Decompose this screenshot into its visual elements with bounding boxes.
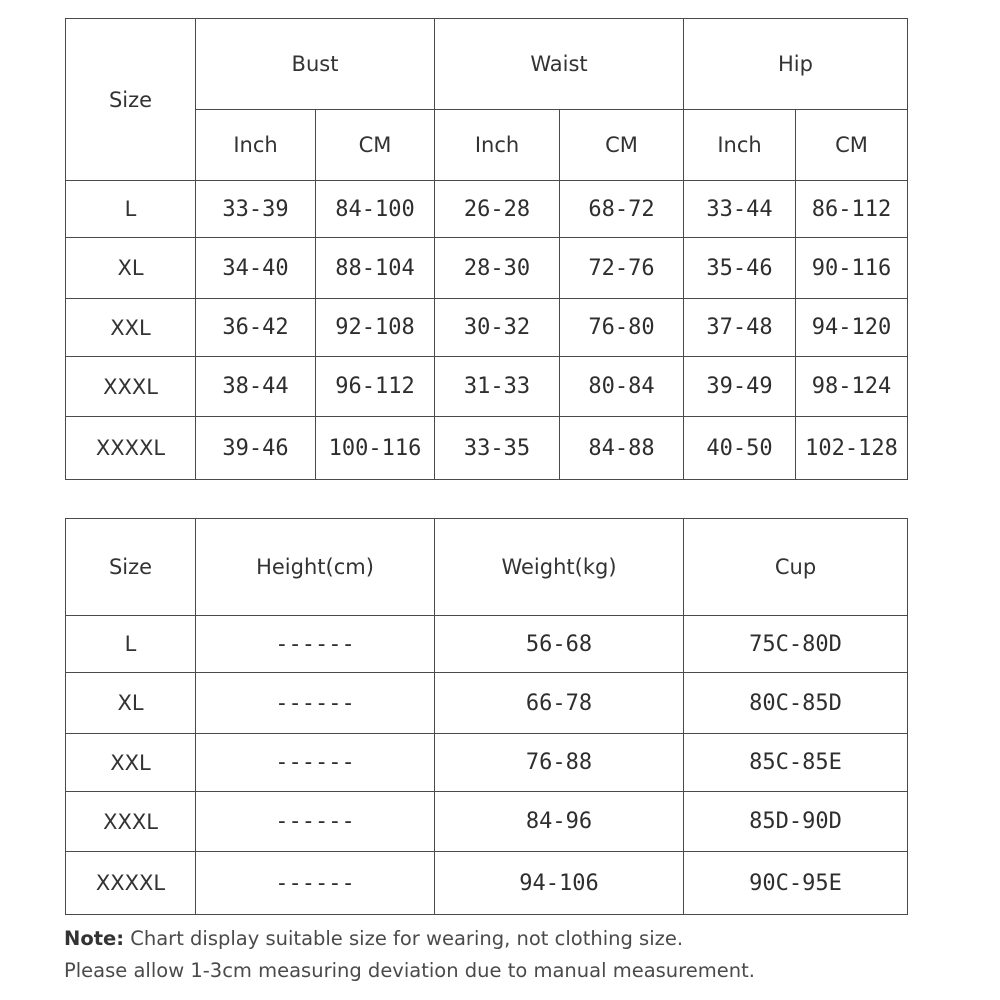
weight-value: 76-88 xyxy=(435,734,684,792)
waist-inch-header: Inch xyxy=(435,110,560,181)
bust-inch-value: 39-46 xyxy=(196,417,316,480)
size-label: XXXXL xyxy=(66,417,196,480)
waist-inch-value: 28-30 xyxy=(435,238,560,299)
size-label: XXXL xyxy=(66,792,196,852)
bust-cm-value: 92-108 xyxy=(316,299,435,357)
size-label: L xyxy=(66,181,196,238)
table-row xyxy=(66,616,908,673)
weight-value: 56-68 xyxy=(435,616,684,673)
table-row xyxy=(66,299,908,357)
waist-cm-value: 72-76 xyxy=(560,238,684,299)
waist-inch-value: 26-28 xyxy=(435,181,560,238)
note-line-1 xyxy=(64,927,683,950)
table-row xyxy=(66,357,908,417)
table-row xyxy=(66,417,908,480)
weight-value: 94-106 xyxy=(435,852,684,915)
height-value: ------ xyxy=(196,616,435,673)
size-header: Size xyxy=(66,19,196,181)
note-line-2: Please allow 1-3cm measuring deviation due to manual measurement. xyxy=(64,959,755,982)
note-text-1: Chart display suitable size for wearing, not clothing size. xyxy=(124,927,684,950)
waist-cm-value: 76-80 xyxy=(560,299,684,357)
hip-inch-value: 35-46 xyxy=(684,238,796,299)
size-label: XXL xyxy=(66,299,196,357)
height-value: ------ xyxy=(196,673,435,734)
waist-cm-value: 68-72 xyxy=(560,181,684,238)
cup-value: 85C-85E xyxy=(684,734,908,792)
hip-cm-value: 102-128 xyxy=(796,417,908,480)
note-label: Note: xyxy=(64,927,125,950)
measurement-size-table xyxy=(65,18,908,480)
table-row xyxy=(66,792,908,852)
bust-inch-value: 36-42 xyxy=(196,299,316,357)
hip-inch-value: 40-50 xyxy=(684,417,796,480)
hip-cm-value: 90-116 xyxy=(796,238,908,299)
bust-cm-value: 84-100 xyxy=(316,181,435,238)
cup-value: 85D-90D xyxy=(684,792,908,852)
hip-cm-value: 94-120 xyxy=(796,299,908,357)
hip-cm-header: CM xyxy=(796,110,908,181)
hip-cm-value: 98-124 xyxy=(796,357,908,417)
waist-inch-value: 31-33 xyxy=(435,357,560,417)
cup-value: 90C-95E xyxy=(684,852,908,915)
bust-cm-value: 100-116 xyxy=(316,417,435,480)
waist-cm-value: 80-84 xyxy=(560,357,684,417)
weight-value: 84-96 xyxy=(435,792,684,852)
height-value: ------ xyxy=(196,792,435,852)
bust-cm-value: 96-112 xyxy=(316,357,435,417)
cup-value: 75C-80D xyxy=(684,616,908,673)
height-value: ------ xyxy=(196,852,435,915)
cup-value: 80C-85D xyxy=(684,673,908,734)
hip-inch-value: 33-44 xyxy=(684,181,796,238)
hip-inch-value: 39-49 xyxy=(684,357,796,417)
size-label: L xyxy=(66,616,196,673)
waist-cm-value: 84-88 xyxy=(560,417,684,480)
weight-header: Weight(kg) xyxy=(435,519,684,616)
size-label: XL xyxy=(66,238,196,299)
bust-inch-header: Inch xyxy=(196,110,316,181)
bust-inch-value: 33-39 xyxy=(196,181,316,238)
size-label: XXXL xyxy=(66,357,196,417)
bust-cm-value: 88-104 xyxy=(316,238,435,299)
height-value: ------ xyxy=(196,734,435,792)
cup-header: Cup xyxy=(684,519,908,616)
bust-inch-value: 34-40 xyxy=(196,238,316,299)
hip-inch-header: Inch xyxy=(684,110,796,181)
size-label: XXL xyxy=(66,734,196,792)
weight-value: 66-78 xyxy=(435,673,684,734)
table-row xyxy=(66,852,908,915)
waist-header: Waist xyxy=(435,19,684,110)
bust-header: Bust xyxy=(196,19,435,110)
waist-inch-value: 30-32 xyxy=(435,299,560,357)
table-row xyxy=(66,673,908,734)
waist-cm-header: CM xyxy=(560,110,684,181)
size-label: XXXXL xyxy=(66,852,196,915)
hip-inch-value: 37-48 xyxy=(684,299,796,357)
body-size-table xyxy=(65,518,908,915)
hip-cm-value: 86-112 xyxy=(796,181,908,238)
bust-inch-value: 38-44 xyxy=(196,357,316,417)
size-header: Size xyxy=(66,519,196,616)
waist-inch-value: 33-35 xyxy=(435,417,560,480)
table-row xyxy=(66,734,908,792)
bust-cm-header: CM xyxy=(316,110,435,181)
hip-header: Hip xyxy=(684,19,908,110)
table-row xyxy=(66,238,908,299)
height-header: Height(cm) xyxy=(196,519,435,616)
table-row xyxy=(66,181,908,238)
size-label: XL xyxy=(66,673,196,734)
